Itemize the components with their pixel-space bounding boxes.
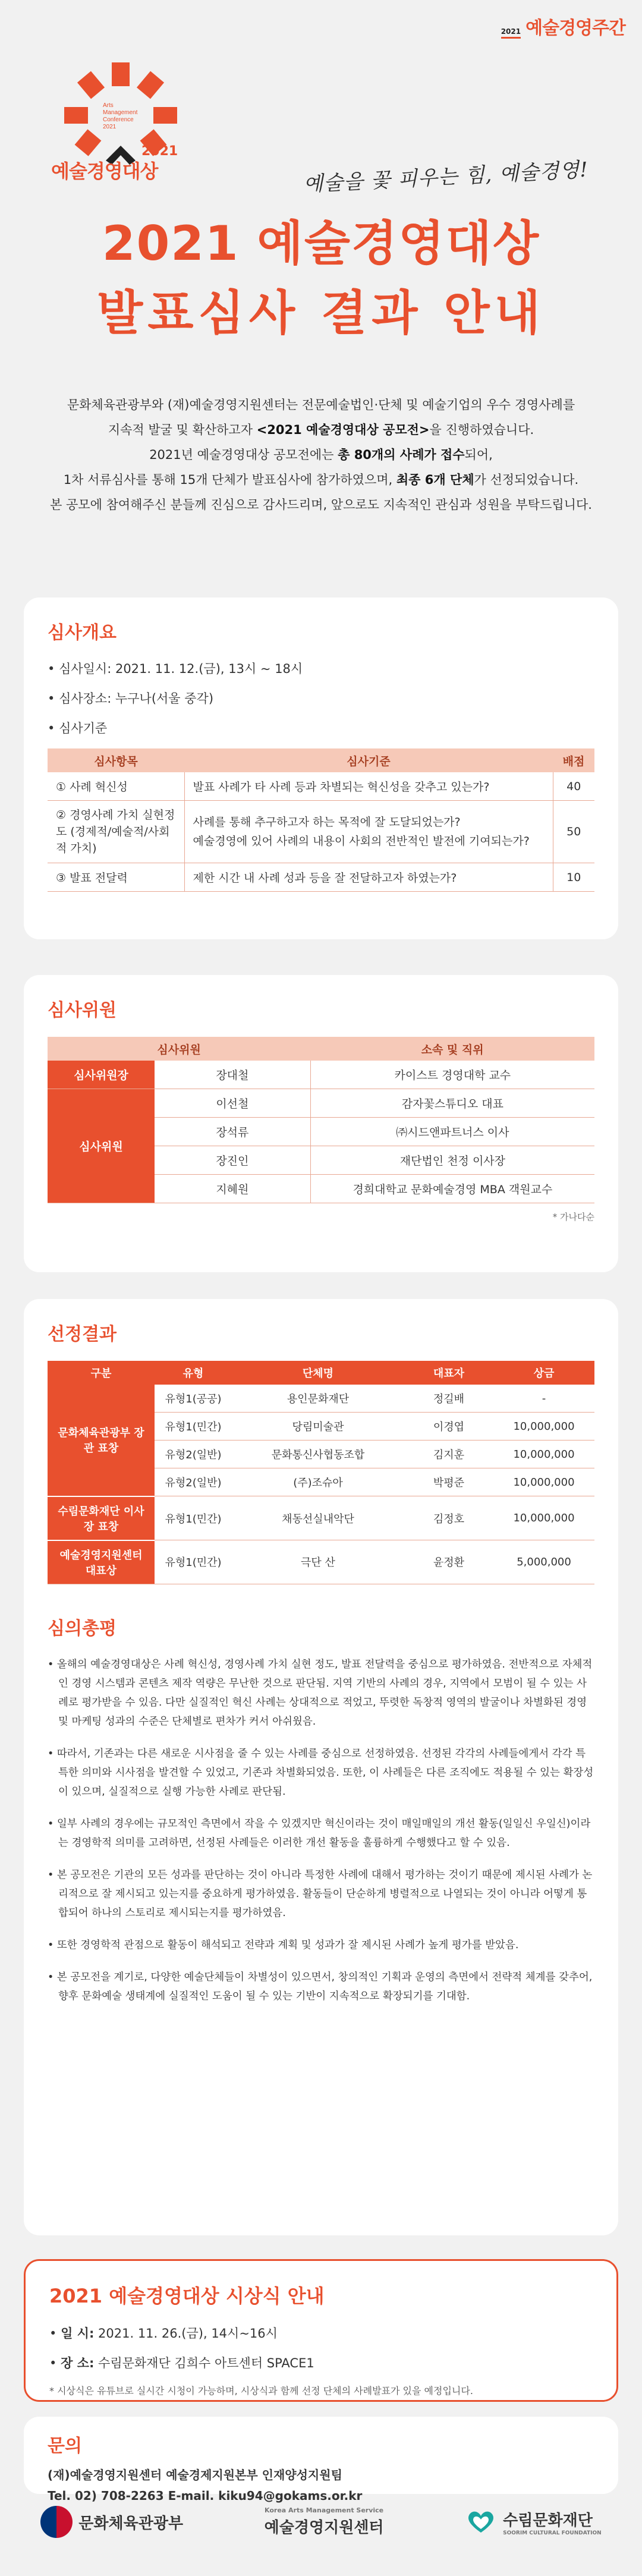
page-title-line2: 발표심사 결과 안내 — [97, 285, 545, 341]
mcst-logo: 문화체육관광부 — [40, 2506, 183, 2538]
table-header: 대표자 — [404, 1361, 493, 1385]
contact-org: (재)예술경영지원센터 예술경제지원본부 인재양성지원팀 — [48, 2468, 342, 2482]
table-row: 심사위원 이선철 감자꽃스튜디오 대표 — [48, 1089, 594, 1118]
table-row: 유형1(민간) 당림미술관 이경엽 10,000,000 — [48, 1413, 594, 1440]
table-header: 심사항목 — [48, 748, 184, 772]
section-title: 선정결과 — [48, 1324, 117, 1345]
table-header: 심사기준 — [184, 748, 553, 772]
overview-criteria-label: • 심사기준 — [48, 719, 594, 737]
table-row: 지혜원 경희대학교 문화예술경영 MBA 객원교수 — [48, 1175, 594, 1203]
gokams-logo: Korea Arts Management Service 예술경영지원센터 — [264, 2506, 384, 2537]
logo-year: 2021 — [141, 144, 178, 159]
judges-card — [24, 975, 618, 1272]
review-paragraph: • 일부 사례의 경우에는 규모적인 측면에서 작을 수 있겠지만 혁신이라는 것이 매일매일의 개선 활동(일일신 우일신)이라는 경영학적 의미를 고려하면, 선정된 사례들은 이러한 개선 활동을 훌륭하게 수행했다고 할 수 있음. — [48, 1818, 591, 1849]
intro-line: 문화체육관광부와 (재)예술경영지원센터는 전문예술법인·단체 및 예술기업의 우수 경영사례를 — [67, 398, 575, 412]
criteria-table — [48, 748, 594, 892]
heart-hands-icon — [465, 2509, 497, 2535]
soorim-logo: 수림문화재단 SOORIM CULTURAL FOUNDATION — [465, 2508, 602, 2536]
table-row: 수림문화재단 이사장 표창 유형1(민간) 채동선실내악단 김정호 10,000,000 — [48, 1496, 594, 1540]
table-header: 유형 — [155, 1361, 232, 1385]
review-paragraph: • 올해의 예술경영대상은 사례 혁신성, 경영사례 가치 실현 정도, 발표 전달력을 중심으로 평가하였음. 전반적으로 자체적인 경영 시스템과 콘텐츠 제작 역량은 무난한 것으로 판단됨. 지역 기반의 사례의 경우, 지역에서 모범이 될 수 있는 사례로 평가받을 수 있음. 다만 실질적인 혁신 사례는 상대적으로 적었고, 뚜렷한 독창적 영역의 발굴이나 차별화된 경영 및 마케팅 성과의 수준은 단체별로 편차가 커서 아쉬웠음. — [48, 1659, 593, 1728]
ceremony-card — [24, 2259, 618, 2402]
table-header: 단체명 — [232, 1361, 404, 1385]
svg-text:Management: Management — [103, 109, 138, 116]
brand-year: 2021 — [501, 28, 521, 39]
table-row: 유형2(일반) (주)조슈아 박평준 10,000,000 — [48, 1468, 594, 1496]
table-row: 예술경영지원센터 대표상 유형1(민간) 극단 산 윤정환 5,000,000 — [48, 1540, 594, 1584]
section-title: 심사개요 — [48, 622, 117, 643]
contact-tel: Tel. 02) 708-2263 E-mail. kiku94@gokams.or.kr — [48, 2489, 363, 2503]
judges-note: * 가나다순 — [552, 1212, 594, 1222]
taegeuk-icon — [40, 2506, 73, 2538]
intro-line: 본 공모에 참여해주신 분들께 진심으로 감사드리며, 앞으로도 지속적인 관심과 성원을 부탁드립니다. — [50, 498, 592, 512]
judges-table — [48, 1037, 594, 1203]
section-title: 문의 — [48, 2436, 82, 2457]
svg-text:Conference: Conference — [103, 117, 134, 123]
review-paragraph: • 본 공모전은 기관의 모든 성과를 판단하는 것이 아니라 특정한 사례에 대해서 평가하는 것이기 때문에 제시된 사례가 논리적으로 잘 제시되고 있는지를 중요하게 평가하였음. 활동들이 단순하게 병렬적으로 나열되는 것이 아니라 어떻게 통합되어 하나의 스토리로 제시되는지를 평가하였음. — [48, 1869, 593, 1919]
section-title: 심사위원 — [48, 1000, 117, 1021]
intro-line: 지속적 발굴 및 확산하고자 <2021 예술경영대상 공모전>을 진행하였습니다. — [108, 423, 534, 437]
results-table — [48, 1361, 594, 1584]
overview-place: • 심사장소: 누구나(서울 중각) — [48, 689, 594, 707]
table-header: 소속 및 직위 — [310, 1037, 594, 1061]
table-row: ① 사례 혁신성 발표 사례가 타 사례 등과 차별되는 혁신성을 갖추고 있는가? 40 — [48, 772, 594, 801]
svg-text:2021: 2021 — [103, 124, 117, 130]
top-brand — [501, 13, 625, 39]
table-row: 장석류 ㈜시드앤파트너스 이사 — [48, 1118, 594, 1146]
section-title: 2021 예술경영대상 시상식 안내 — [49, 2285, 325, 2307]
review-paragraph: • 또한 경영학적 관점으로 활동이 해석되고 전략과 계획 및 성과가 잘 제시된 사례가 높게 평가를 받았음. — [48, 1939, 519, 1951]
footer-logos — [0, 2506, 642, 2538]
ceremony-note: * 시상식은 유튜브로 실시간 시청이 가능하며, 시상식과 함께 선정 단체의 사례발표가 있을 예정입니다. — [49, 2385, 473, 2396]
contact-card — [24, 2417, 618, 2503]
svg-text:Arts: Arts — [103, 102, 114, 109]
table-header: 구분 — [48, 1361, 155, 1385]
table-row: ③ 발표 전달력 제한 시간 내 사례 성과 등을 잘 전달하고자 하였는가? 10 — [48, 863, 594, 892]
table-row: 문화체육관광부 장관 표창 유형1(공공) 용인문화재단 정길배 - — [48, 1385, 594, 1413]
table-header: 배점 — [553, 748, 594, 772]
logo-name: 예술경영대상 — [51, 160, 158, 183]
results-card — [24, 1299, 618, 1629]
table-row: 유형2(일반) 문화통신사협동조합 김지훈 10,000,000 — [48, 1440, 594, 1468]
intro-line: 1차 서류심사를 통해 15개 단체가 발표심사에 참가하였으며, 최종 6개 단체가 선정되었습니다. — [63, 473, 579, 487]
table-row: 심사위원장 장대철 카이스트 경영대학 교수 — [48, 1061, 594, 1089]
overview-card — [24, 597, 618, 939]
review-card — [24, 1593, 618, 2235]
overview-date: • 심사일시: 2021. 11. 12.(금), 13시 ~ 18시 — [48, 659, 594, 677]
review-paragraph: • 본 공모전을 계기로, 다양한 예술단체들이 차별성이 있으면서, 창의적인 기획과 운영의 측면에서 전략적 체계를 갖추어, 향후 문화예술 생태계에 실질적인 도움이 될 수 있는 기반이 지속적으로 확장되기를 기대함. — [48, 1971, 593, 2002]
section-title: 심의총평 — [48, 1618, 117, 1639]
review-paragraph: • 따라서, 기존과는 다른 새로운 시사점을 줄 수 있는 사례를 중심으로 선정하였음. 선정된 각각의 사례들에게서 각각 특특한 의미와 시사점을 발견할 수 있었고, 기존과 차별화되었음. 또한, 이 사례들은 다른 조직에도 적용될 수 있는 확장성이 있으며, 실질적으로 실행 가능한 사례로 판단됨. — [48, 1748, 594, 1798]
intro-text — [0, 392, 642, 517]
ceremony-date: • 일 시: 2021. 11. 26.(금), 14시~16시 — [49, 2324, 593, 2342]
table-row: ② 경영사례 가치 실현정도 (경제적/예술적/사회적 가치) 사례를 통해 추구하고자 하는 목적에 잘 도달되었는가? 예술경영에 있어 사례의 내용이 사회의 전반적인 발전에 기여되는가? 50 — [48, 801, 594, 863]
table-header: 심사위원 — [48, 1037, 310, 1061]
page-title-line1: 2021 예술경영대상 — [102, 216, 540, 271]
slogan: 예술을 꽃 피우는 힘, 예술경영! — [303, 158, 589, 197]
ceremony-place: • 장 소: 수림문화재단 김희수 아트센터 SPACE1 — [49, 2354, 593, 2371]
intro-line: 2021년 예술경영대상 공모전에는 총 80개의 사례가 접수되어, — [149, 448, 493, 462]
table-row: 장진인 재단법인 천정 이사장 — [48, 1146, 594, 1175]
table-header: 상금 — [493, 1361, 594, 1385]
brand-name: 예술경영주간 — [525, 18, 625, 39]
